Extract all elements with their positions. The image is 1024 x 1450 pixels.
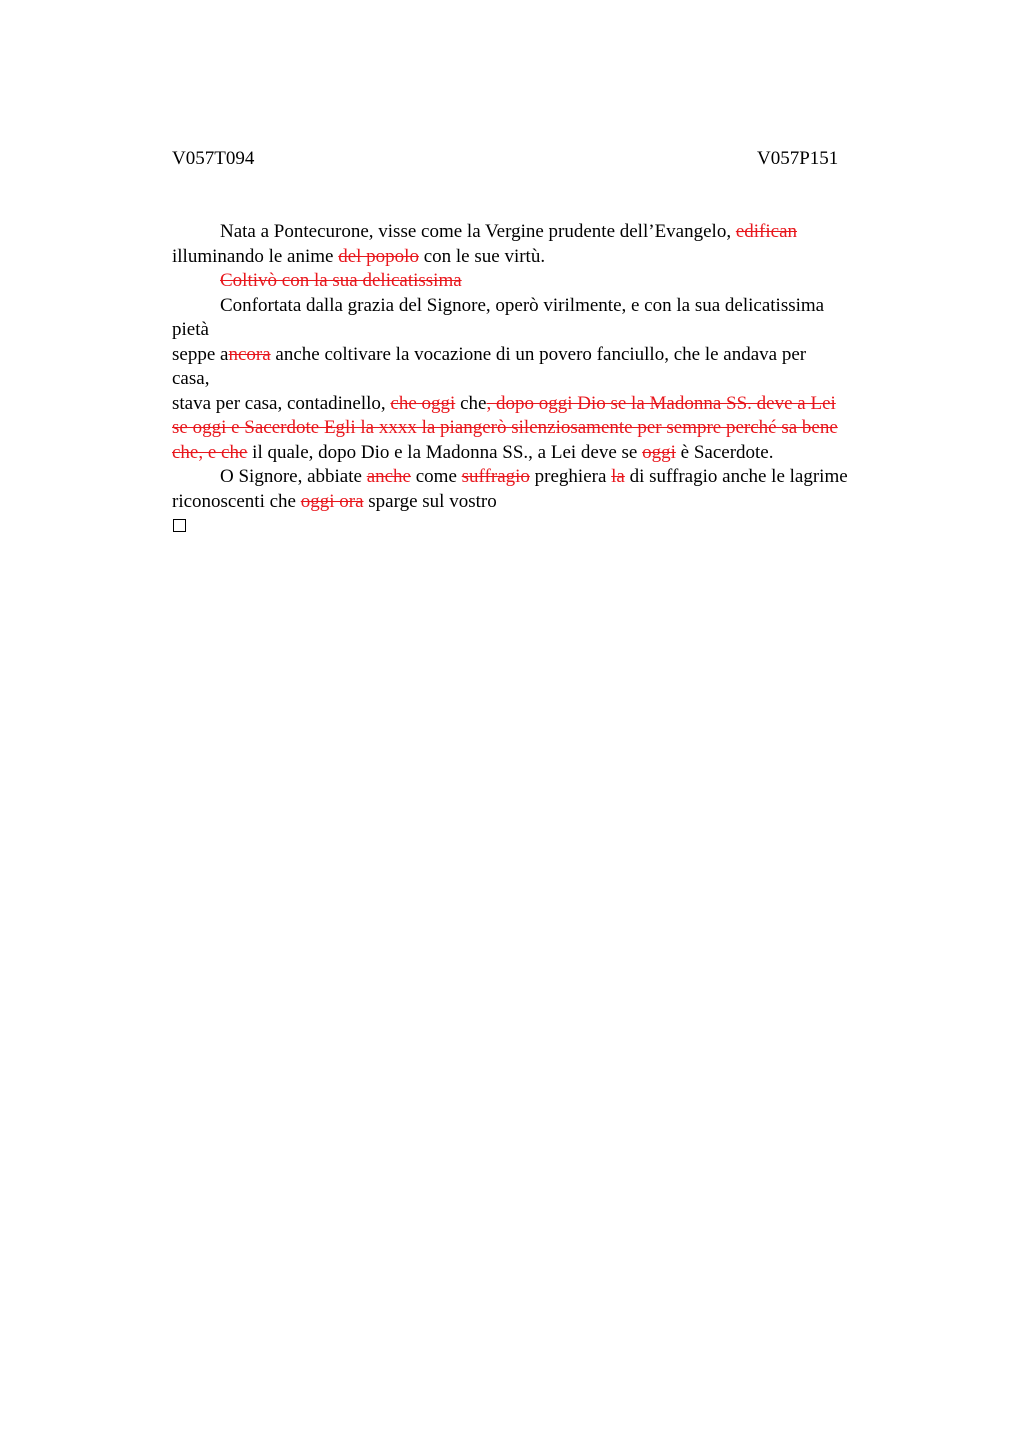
paragraph-4-line-2 bbox=[172, 490, 912, 515]
deleted-text: del popolo bbox=[338, 245, 419, 267]
document-code-left: V057T094 bbox=[172, 148, 255, 169]
paragraph-3-line-2 bbox=[172, 318, 912, 343]
paragraph-3-line-6 bbox=[172, 416, 912, 441]
text-run: il quale, dopo Dio e la Madonna SS., a Lei deve se bbox=[247, 441, 643, 463]
text-run: che bbox=[455, 392, 487, 414]
text-run: anche coltivare la vocazione di un povero fanciullo, che le andava per bbox=[270, 343, 807, 365]
deleted-text: anche bbox=[366, 466, 411, 487]
deleted-text: se oggi e Sacerdote Egli la xxxx la piangerò silenziosamente per sempre perché sa bene bbox=[172, 417, 838, 438]
paragraph-3-line-4 bbox=[172, 367, 912, 392]
paragraph-4-line-1 bbox=[172, 465, 912, 490]
deleted-text: Coltivò con la sua delicatissima bbox=[220, 270, 462, 291]
document-code-right: V057P151 bbox=[757, 148, 839, 169]
paragraph-2-line-1 bbox=[172, 269, 912, 294]
deleted-text: oggi bbox=[642, 441, 676, 463]
text-run: Nata a Pontecurone, visse come la Vergine prudente dell’Evangelo, bbox=[220, 221, 736, 242]
paragraph-1-line-1 bbox=[172, 220, 912, 245]
deleted-text: , dopo oggi Dio se la Madonna SS. deve a Lei bbox=[486, 392, 836, 414]
text-run: seppe a bbox=[172, 343, 229, 365]
text-run: di suffragio anche le lagrime bbox=[624, 466, 848, 487]
paragraph-1-line-2 bbox=[172, 245, 912, 270]
deleted-text: oggi ora bbox=[300, 490, 364, 512]
text-run: pietà bbox=[172, 319, 209, 340]
text-run: è Sacerdote. bbox=[675, 441, 774, 463]
deleted-text: edifican bbox=[735, 221, 798, 242]
deleted-text: che, e che bbox=[172, 441, 248, 463]
paragraph-3-line-1 bbox=[172, 294, 912, 319]
text-run: stava per casa, contadinello, bbox=[172, 392, 391, 414]
deleted-text: suffragio bbox=[461, 466, 530, 487]
text-run: O Signore, abbiate bbox=[220, 466, 367, 487]
document-body bbox=[172, 220, 912, 532]
text-run: come bbox=[411, 466, 462, 487]
text-run: riconoscenti che bbox=[172, 490, 301, 512]
text-run: sparge sul vostro bbox=[363, 490, 497, 512]
text-run: illuminando le anime bbox=[172, 245, 339, 267]
paragraph-3-line-3 bbox=[172, 343, 912, 368]
text-run: preghiera bbox=[529, 466, 612, 487]
text-run: casa, bbox=[172, 368, 210, 389]
deleted-text: ncora bbox=[228, 343, 271, 365]
text-run: Confortata dalla grazia del Signore, operò virilmente, e con la sua delicatissima bbox=[220, 294, 825, 316]
paragraph-3-line-7 bbox=[172, 441, 912, 466]
deleted-text: che oggi bbox=[390, 392, 456, 414]
text-run: con le sue virtù. bbox=[418, 245, 546, 267]
checkbox-square-icon bbox=[173, 519, 186, 532]
paragraph-3-line-5 bbox=[172, 392, 912, 417]
deleted-text: la bbox=[611, 466, 625, 487]
